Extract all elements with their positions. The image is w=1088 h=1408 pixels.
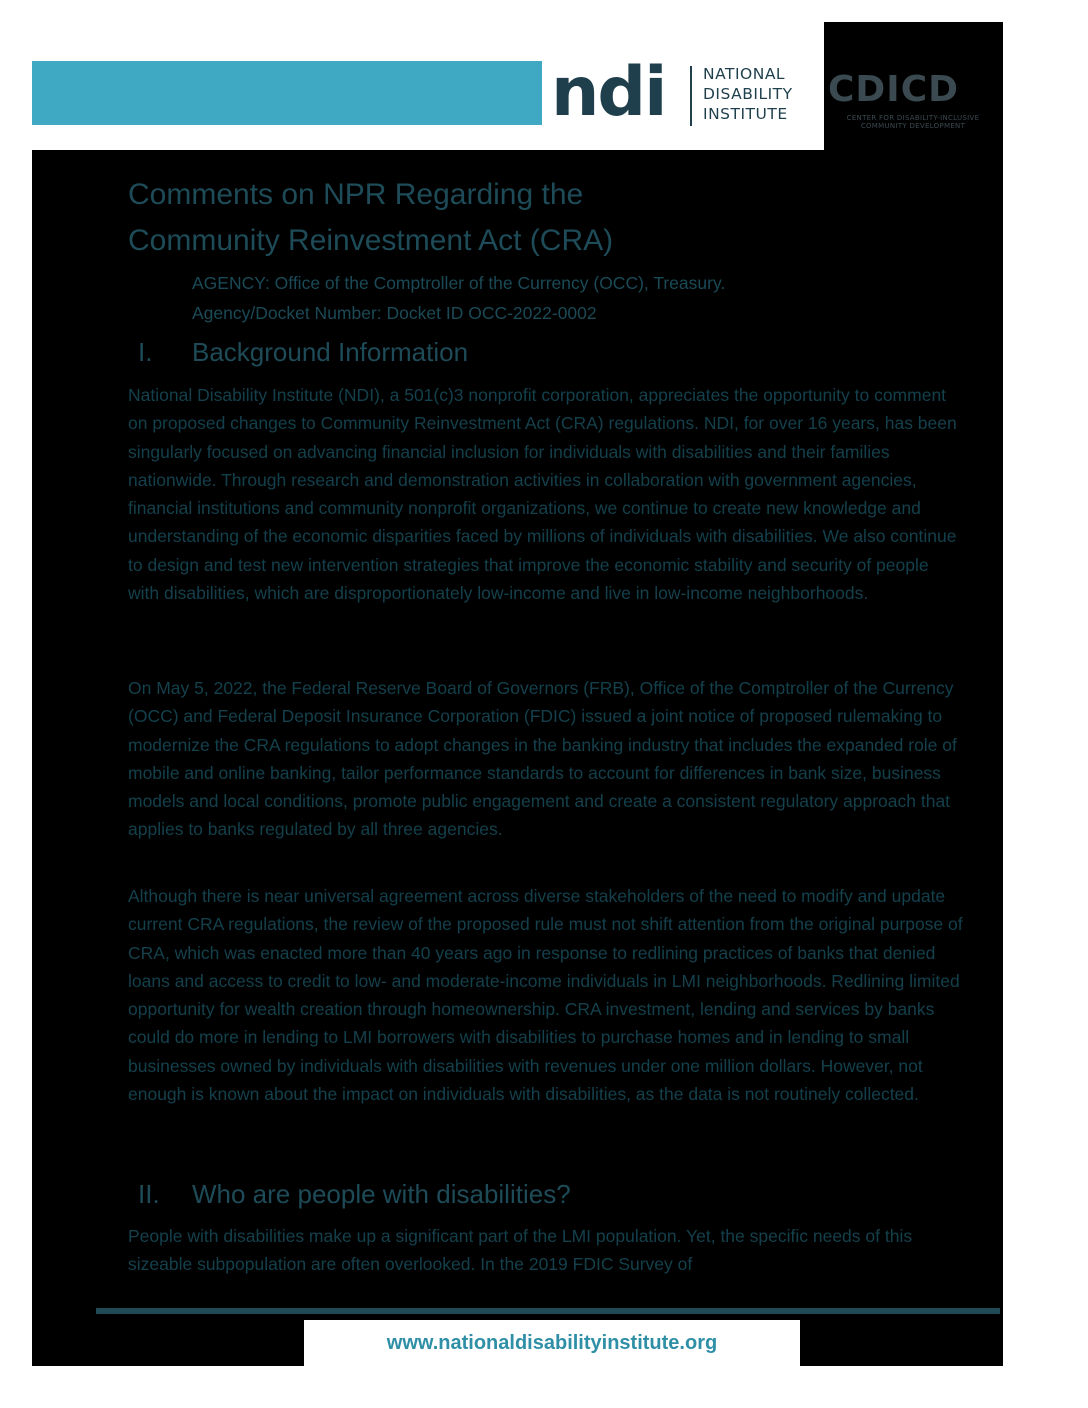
section-title: Background Information xyxy=(192,337,469,367)
section-heading-background xyxy=(138,335,468,369)
ndi-name-line-2: DISABILITY xyxy=(703,85,793,103)
paragraph-cra-purpose: Although there is near universal agreement across diverse stakeholders of the need to modify and update current CRA regulations, the review of the proposed rule must not shift attention from the original purpose of CRA, which was enacted more than 40 years ago in response to redlining practices of banks that denied loans and access to credit to low- and moderate-income individuals in LMI neighborhoods. Redlining limited opportunity for wealth creation through homeownership. CRA investment, lending and services by banks could do more in lending to LMI borrowers with disabilities to purchase homes and in lending to small businesses owned by individuals with disabilities with revenues under one million dollars. However, not enough is known about the impact on individuals with disabilities, as the data is not routinely collected. xyxy=(128,886,963,1105)
section-number: I. xyxy=(138,337,153,367)
agency-block xyxy=(192,268,725,328)
paragraph-lmi-population: People with disabilities make up a significant part of the LMI population. Yet, the specific needs of this sizeable subpopulation are often overlooked. In the 2019 FDIC Survey of xyxy=(128,1226,913,1275)
footer-url-link[interactable]: www.nationaldisabilityinstitute.org xyxy=(386,1332,718,1354)
docket-line: Agency/Docket Number: Docket ID OCC-2022-0002 xyxy=(192,303,597,323)
paragraph-ndi-intro: National Disability Institute (NDI), a 501(c)3 nonprofit corporation, appreciates the opportunity to comment on proposed changes to Community Reinvestment Act (CRA) regulations. NDI, for over 16 years, has been singularly focused on advancing financial inclusion for individuals with disabilities and their families nationwide. Through research and demonstration activities in collaboration with government agencies, financial institutions and community nonprofit organizations, we continue to create new knowledge and understanding of the economic disparities faced by millions of individuals with disabilities. We also continue to design and test new intervention strategies that improve the economic stability and security of people with disabilities, which are disproportionately low-income and live in low-income neighborhoods. xyxy=(128,385,957,604)
section-heading-who xyxy=(138,1177,571,1211)
ndi-logo-mark: ndi xyxy=(551,53,666,132)
section-number: II. xyxy=(138,1179,160,1209)
agency-line: AGENCY: Office of the Comptroller of the Currency (OCC), Treasury. xyxy=(192,273,726,293)
cdicd-logo xyxy=(828,69,998,130)
ndi-logo-name xyxy=(703,64,821,124)
header-accent-bar xyxy=(32,61,542,125)
cdicd-logo-word: CDICD xyxy=(828,69,959,110)
paragraph-npr-summary: On May 5, 2022, the Federal Reserve Board of Governors (FRB), Office of the Comptroller of the Currency (OCC) and Federal Deposit Insurance Corporation (FDIC) issued a joint notice of proposed rulemaking to modernize the CRA regulations to adopt changes in the banking industry that includes the expanded role of mobile and online banking, tailor performance standards to account for differences in bank size, business models and local conditions, promote public engagement and create a consistent regulatory approach that applies to banks regulated by all three agencies. xyxy=(128,678,957,840)
logo-divider xyxy=(690,66,692,126)
document-title xyxy=(128,172,613,264)
footer-rule xyxy=(96,1308,1000,1314)
title-line-2: Community Reinvestment Act (CRA) xyxy=(128,224,614,257)
ndi-name-line-3: INSTITUTE xyxy=(703,105,788,123)
title-line-1: Comments on NPR Regarding the xyxy=(128,178,584,211)
cdicd-logo-subtitle: CENTER FOR DISABILITY-INCLUSIVE COMMUNITY DEVELOPMENT xyxy=(846,114,980,130)
ndi-name-line-1: NATIONAL xyxy=(703,65,786,83)
section-title: Who are people with disabilities? xyxy=(192,1179,571,1209)
